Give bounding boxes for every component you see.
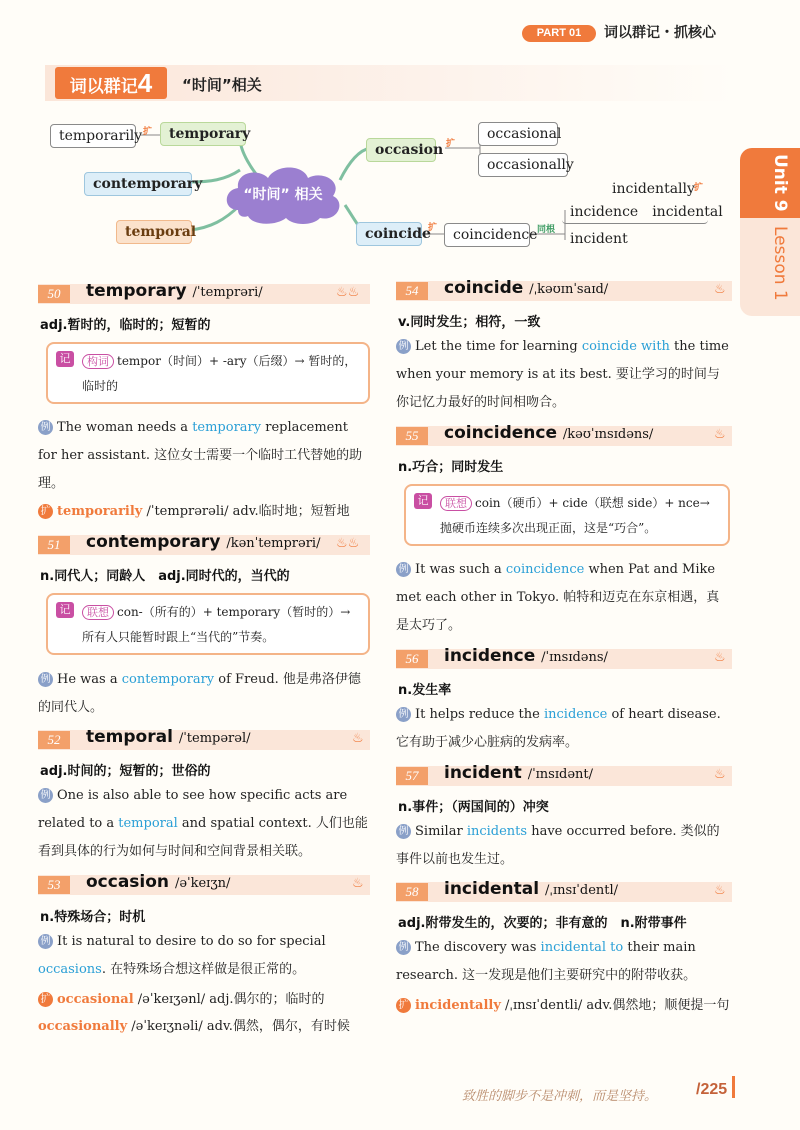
example-sentence: 例 One is also able to see how specific acts are related to a temporal and spatial context. 人们也能看到具体的行为如何与时间和空间背景相关联。 — [38, 788, 368, 859]
section-title: “时间”相关 — [182, 76, 262, 94]
headword: incidental /ˌɪnsɪˈdentl/ — [444, 879, 619, 899]
entry-number: 57 — [396, 767, 428, 785]
example-icon: 例 — [396, 707, 411, 722]
example-sentence: 例 The discovery was incidental to their main research. 这一发现是他们主要研究中的附带收获。 — [396, 940, 697, 983]
headword: coincide /ˌkəʊɪnˈsaɪd/ — [444, 278, 609, 298]
example-sentence: 例 It helps reduce the incidence of heart disease. 它有助于减少心脏病的发病率。 — [396, 707, 721, 750]
fire-icon: ♨ — [352, 876, 364, 891]
pos-definition: n.同代人；同龄人 adj.同时代的，当代的 — [40, 569, 290, 584]
header-title: 词以群记・抓核心 — [604, 25, 716, 41]
derivative: 扩 occasional /əˈkeɪʒənl/ adj.偶尔的；临时的 — [38, 986, 370, 1014]
fire-icon: ♨ — [714, 427, 726, 442]
node-coincidence: coincidence — [444, 223, 530, 247]
derivative: 扩 temporarily /ˈtemprərəli/ adv.临时地；短暂地 — [38, 498, 370, 526]
pos-definition: n.特殊场合；时机 — [40, 910, 146, 925]
pos-definition: v.同时发生；相符，一致 — [398, 315, 541, 330]
example-icon: 例 — [396, 339, 411, 354]
memo-box: 记 联想 coin（硬币）+ cide（联想 side）+ nce→抛硬币连续多次出现正面，这是“巧合”。 — [404, 484, 730, 546]
example-icon: 例 — [38, 672, 53, 687]
example-sentence: 例 The woman needs a temporary replacement for her assistant. 这位女士需要一个临时工代替她的助理。 — [38, 420, 363, 491]
pos-definition: n.事件；（两国间的）冲突 — [398, 800, 549, 815]
node-incidence-incidental: incidence incidental — [562, 201, 708, 224]
example-sentence: 例 He was a contemporary of Freud. 他是弗洛伊德的同代人。 — [38, 672, 361, 715]
fire-icon: ♨ — [714, 282, 726, 297]
fire-icon: ♨ — [352, 731, 364, 746]
example-sentence: 例 Let the time for learning coincide with the time when your memory is at its best. 要让学习的时间与你记忆力最好的时间相吻合。 — [396, 339, 729, 410]
pos-definition: n.发生率 — [398, 683, 452, 698]
example-icon: 例 — [38, 788, 53, 803]
headword: incident /ˈɪnsɪdənt/ — [444, 763, 593, 783]
node-occasion: occasion — [366, 138, 436, 162]
ext-icon: 扩 — [38, 992, 53, 1007]
node-incidentally: incidentally — [612, 181, 695, 197]
node-temporal: temporal — [116, 220, 192, 244]
pos-definition: adj.时间的；短暂的；世俗的 — [40, 764, 211, 779]
headword: incidence /ˈɪnsɪdəns/ — [444, 646, 608, 666]
node-incident: incident — [570, 231, 628, 247]
memo-icon: 记 — [414, 493, 432, 509]
node-contemporary: contemporary — [84, 172, 192, 196]
headword: coincidence /kəʊˈɪnsɪdəns/ — [444, 423, 654, 443]
example-sentence: 例 Similar incidents have occurred before. 类似的事件以前也发生过。 — [396, 824, 720, 867]
section-tag: 词以群记4 — [55, 67, 167, 99]
headword: occasion /əˈkeɪʒn/ — [86, 872, 231, 892]
tonggen-tag: 同根 — [537, 225, 556, 235]
headword: contemporary /kənˈtemprəri/ — [86, 532, 321, 552]
pos-definition: adj.暂时的，临时的；短暂的 — [40, 318, 211, 333]
entry-number: 51 — [38, 536, 70, 554]
ext-icon: 扩 — [143, 127, 153, 137]
ext-icon: 扩 — [694, 183, 704, 193]
side-tab-lesson: Lesson 1 — [770, 226, 790, 301]
fire-icon: ♨♨ — [336, 536, 360, 551]
fire-icon: ♨ — [714, 883, 726, 898]
fire-icon: ♨♨ — [336, 285, 360, 300]
memo-icon: 记 — [56, 351, 74, 367]
side-tab-unit: Unit 9 — [770, 154, 790, 212]
node-temporary: temporary — [160, 122, 246, 146]
example-sentence: 例 It was such a coincidence when Pat and Mike met each other in Tokyo. 帕特和迈克在东京相遇，真是太巧了。 — [396, 562, 720, 633]
ext-icon: 扩 — [446, 139, 456, 149]
part-badge: PART 01 — [522, 25, 596, 42]
footer-bar — [732, 1076, 735, 1098]
derivative: 扩 incidentally /ˌɪnsɪˈdentli/ adv.偶然地；顺便提一句 — [396, 992, 732, 1020]
node-occasional: occasional — [478, 122, 558, 146]
memo-box: 记 联想 con-（所有的）+ temporary（暂时的）→所有人只能暂时跟上“当代的”节奏。 — [46, 593, 370, 655]
example-icon: 例 — [38, 934, 53, 949]
derivative: occasionally /əˈkeɪʒnəli/ adv.偶然，偶尔，有时候 — [38, 1019, 350, 1034]
entry-number: 56 — [396, 650, 428, 668]
mindmap-center-label: “时间” 相关 — [243, 187, 323, 203]
ext-icon: 扩 — [428, 223, 438, 233]
ext-icon: 扩 — [38, 504, 53, 519]
fire-icon: ♨ — [714, 767, 726, 782]
fire-icon: ♨ — [714, 650, 726, 665]
headword: temporary /ˈtemprəri/ — [86, 281, 263, 301]
pos-definition: n.巧合；同时发生 — [398, 460, 504, 475]
page-number: /225 — [696, 1081, 728, 1098]
entry-number: 52 — [38, 731, 70, 749]
example-icon: 例 — [38, 420, 53, 435]
entry-number: 54 — [396, 282, 428, 300]
headword: temporal /ˈtempərəl/ — [86, 727, 251, 747]
example-sentence: 例 It is natural to desire to do so for special occasions. 在特殊场合想这样做是很正常的。 — [38, 934, 326, 977]
example-icon: 例 — [396, 824, 411, 839]
entry-number: 50 — [38, 285, 70, 303]
example-icon: 例 — [396, 562, 411, 577]
entry-number: 58 — [396, 883, 428, 901]
footer-motto: 致胜的脚步不是冲刺，而是坚持。 — [462, 1089, 658, 1104]
pos-definition: adj.附带发生的，次要的；非有意的 n.附带事件 — [398, 916, 687, 931]
entry-number: 55 — [396, 427, 428, 445]
entry-number: 53 — [38, 876, 70, 894]
unit-side-tab[interactable] — [740, 148, 800, 316]
node-occasionally: occasionally — [478, 153, 568, 177]
example-icon: 例 — [396, 940, 411, 955]
node-coincide: coincide — [356, 222, 422, 246]
memo-icon: 记 — [56, 602, 74, 618]
node-temporarily: temporarily — [50, 124, 136, 148]
ext-icon: 扩 — [396, 998, 411, 1013]
memo-box: 记 构词 tempor（时间）+ -ary（后缀）→ 暂时的，临时的 — [46, 342, 370, 404]
